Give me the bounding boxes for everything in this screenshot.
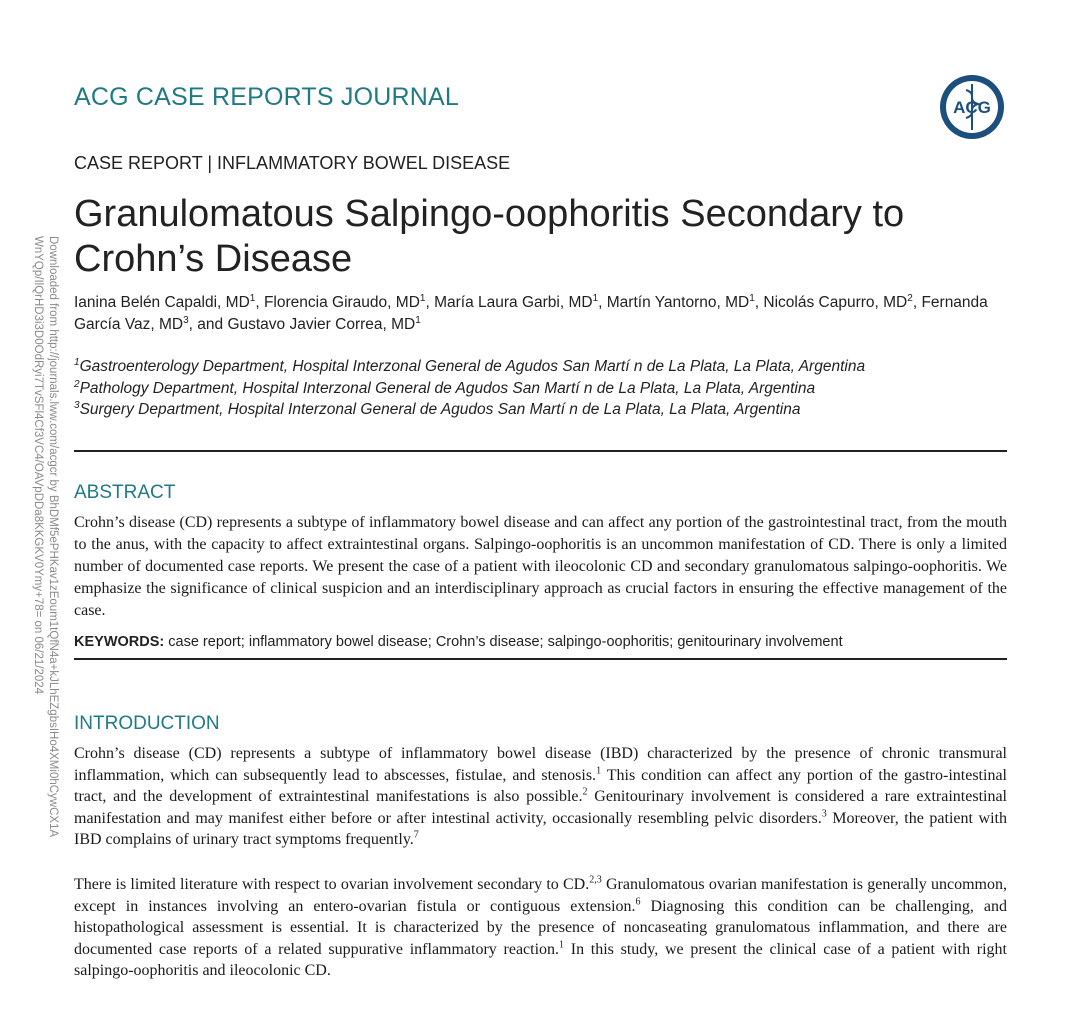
keywords-label: KEYWORDS: <box>74 634 165 650</box>
section-divider <box>74 450 1007 452</box>
abstract-text: Crohn’s disease (CD) represents a subtype of inflammatory bowel disease and can affect any portion of the gastrointestinal tract, from the mouth to the anus, with the capacity to affect extraintestinal organs. Salpingo-oophoritis is an uncommon manifestation of CD. There is only a limited number of documented case reports. We present the case of a patient with ileocolonic CD and secondary granulomatous salpingo-oophoritis. We emphasize the significance of clinical suspicion and an interdisciplinary approach as crucial factors in ensuring the effective management of the case. <box>74 514 1007 619</box>
author-affiliation-number: 1 <box>749 292 755 304</box>
author-affiliation-number: 3 <box>183 314 189 326</box>
author-affiliation-number: 1 <box>249 292 256 304</box>
article-title: Granulomatous Salpingo-oophoritis Secondary to Crohn’s Disease <box>74 193 905 280</box>
author-name: Gustavo Javier Correa, MD <box>227 316 416 333</box>
download-watermark <box>0 236 60 916</box>
paragraph-text: Crohn’s disease (CD) represents a subtype of inflammatory bowel disease (IBD) characterized by the presence of chronic transmural inflammation, which can subsequently lead to abscesses, fistulae, and stenosis. <box>74 745 1007 784</box>
article-category: CASE REPORT | INFLAMMATORY BOWEL DISEASE <box>74 153 511 173</box>
author-affiliation-number: 1 <box>592 292 599 304</box>
paragraph-text: Genitourinary involvement is considered a rare extraintestinal manifestation and may manifest either before or after intestinal activity, occasionally resembling pelvic disorders. <box>74 788 1008 827</box>
journal-name: ACG CASE REPORTS JOURNAL <box>74 83 459 111</box>
author-name: María Laura Garbi, MD <box>434 294 593 311</box>
affiliation-text: Gastroenterology Department, Hospital Interzonal General de Agudos San Martí n de La Plata, La Plata, Argentina <box>79 358 866 375</box>
affiliation-number: 2 <box>74 378 80 390</box>
paragraph-text: Granulomatous ovarian manifestation is generally uncommon, except in instances involving an entero-ovarian fistula or contiguous extension. <box>74 876 1007 915</box>
affiliation-text: Surgery Department, Hospital Interzonal General de Agudos San Martí n de La Plata, La Plata, Argentina <box>79 401 801 418</box>
abstract-heading: ABSTRACT <box>74 482 176 503</box>
paragraph-text: This condition can affect any portion of the gastro-intestinal tract, and the development of extraintestinal manifestations is also possible. <box>74 766 1007 805</box>
paragraph-text: There is limited literature with respect to ovarian involvement secondary to CD. <box>74 876 590 893</box>
paragraph-text: Moreover, the patient with IBD complains of urinary tract symptoms frequently. <box>74 809 1007 848</box>
paragraph-text: Diagnosing this condition can be challenging, and histopathological assessment is essential. It is characterized by the presence of noncaseating granulomatous inflammation, and there are documented case reports of a related suppurative inflammatory reaction. <box>74 897 1008 958</box>
paragraph-text: In this study, we present the clinical case of a patient with right salpingo-oophoritis and ileocolonic CD. <box>74 940 1007 979</box>
keywords <box>74 634 1007 650</box>
affiliation-item <box>74 399 1014 421</box>
citation-reference: 2 <box>582 786 588 798</box>
citation-reference: 2,3 <box>589 874 602 886</box>
author-name: Martín Yantorno, MD <box>606 294 750 311</box>
author-name: Ianina Belén Capaldi, MD <box>74 294 250 311</box>
watermark-line: Downloaded from http://journals.lww.com/acgcr by BhDMf5ePHKav1zEoum1tQfN4a+kJLhEZgbsIHo4XMi0hCywCX1A <box>47 236 59 838</box>
introduction-paragraph-2 <box>74 874 1007 982</box>
affiliation-number: 3 <box>74 399 80 411</box>
citation-reference: 3 <box>821 808 827 820</box>
citation-reference: 1 <box>596 765 602 777</box>
citation-reference: 6 <box>635 896 641 908</box>
keywords-text: case report; inflammatory bowel disease; Crohn’s disease; salpingo-oophoritis; genitourinary involvement <box>168 634 843 650</box>
watermark-line: WnYQp/IlQrHD3i3D0OdRyi7TvSFl4Cf3VC4/OAVpDDa8KKGKV0Ymy+78= on 06/21/2024 <box>32 236 44 695</box>
author-list: Ianina Belén Capaldi, $MD^1$, Florencia Giraudo, $MD^1$, María Laura Garbi, $MD^1$, Martín Yantorno, $MD^1$, Nicolás Capurro, $MD^2$, Fernanda García Vaz, $MD^3$, and Gustavo Javier Correa, $MD^1$ <box>74 292 988 333</box>
affiliation-text: Pathology Department, Hospital Interzonal General de Agudos San Martí n de La Plata, La Plata, Argentina <box>79 379 816 397</box>
acg-logo <box>937 72 1007 142</box>
affiliation-list <box>74 356 1014 421</box>
logo-text: ACG <box>953 98 991 117</box>
citation-reference: 7 <box>413 829 419 841</box>
author-affiliation-number: 2 <box>907 292 913 304</box>
affiliation-number: 1 <box>74 356 80 368</box>
introduction-paragraph-1 <box>74 743 1007 851</box>
author-affiliation-number: 1 <box>419 292 426 304</box>
affiliation-item <box>74 356 1014 378</box>
author-name: Fernanda García Vaz, MD <box>74 294 988 333</box>
author-affiliation-number: 1 <box>415 314 421 326</box>
citation-reference: 1 <box>559 939 565 951</box>
affiliation-item <box>74 378 1014 400</box>
introduction-heading: INTRODUCTION <box>74 713 220 734</box>
author-name: Florencia Giraudo, MD <box>263 294 420 311</box>
author-name: Nicolás Capurro, MD <box>763 294 908 311</box>
section-divider <box>74 658 1007 660</box>
